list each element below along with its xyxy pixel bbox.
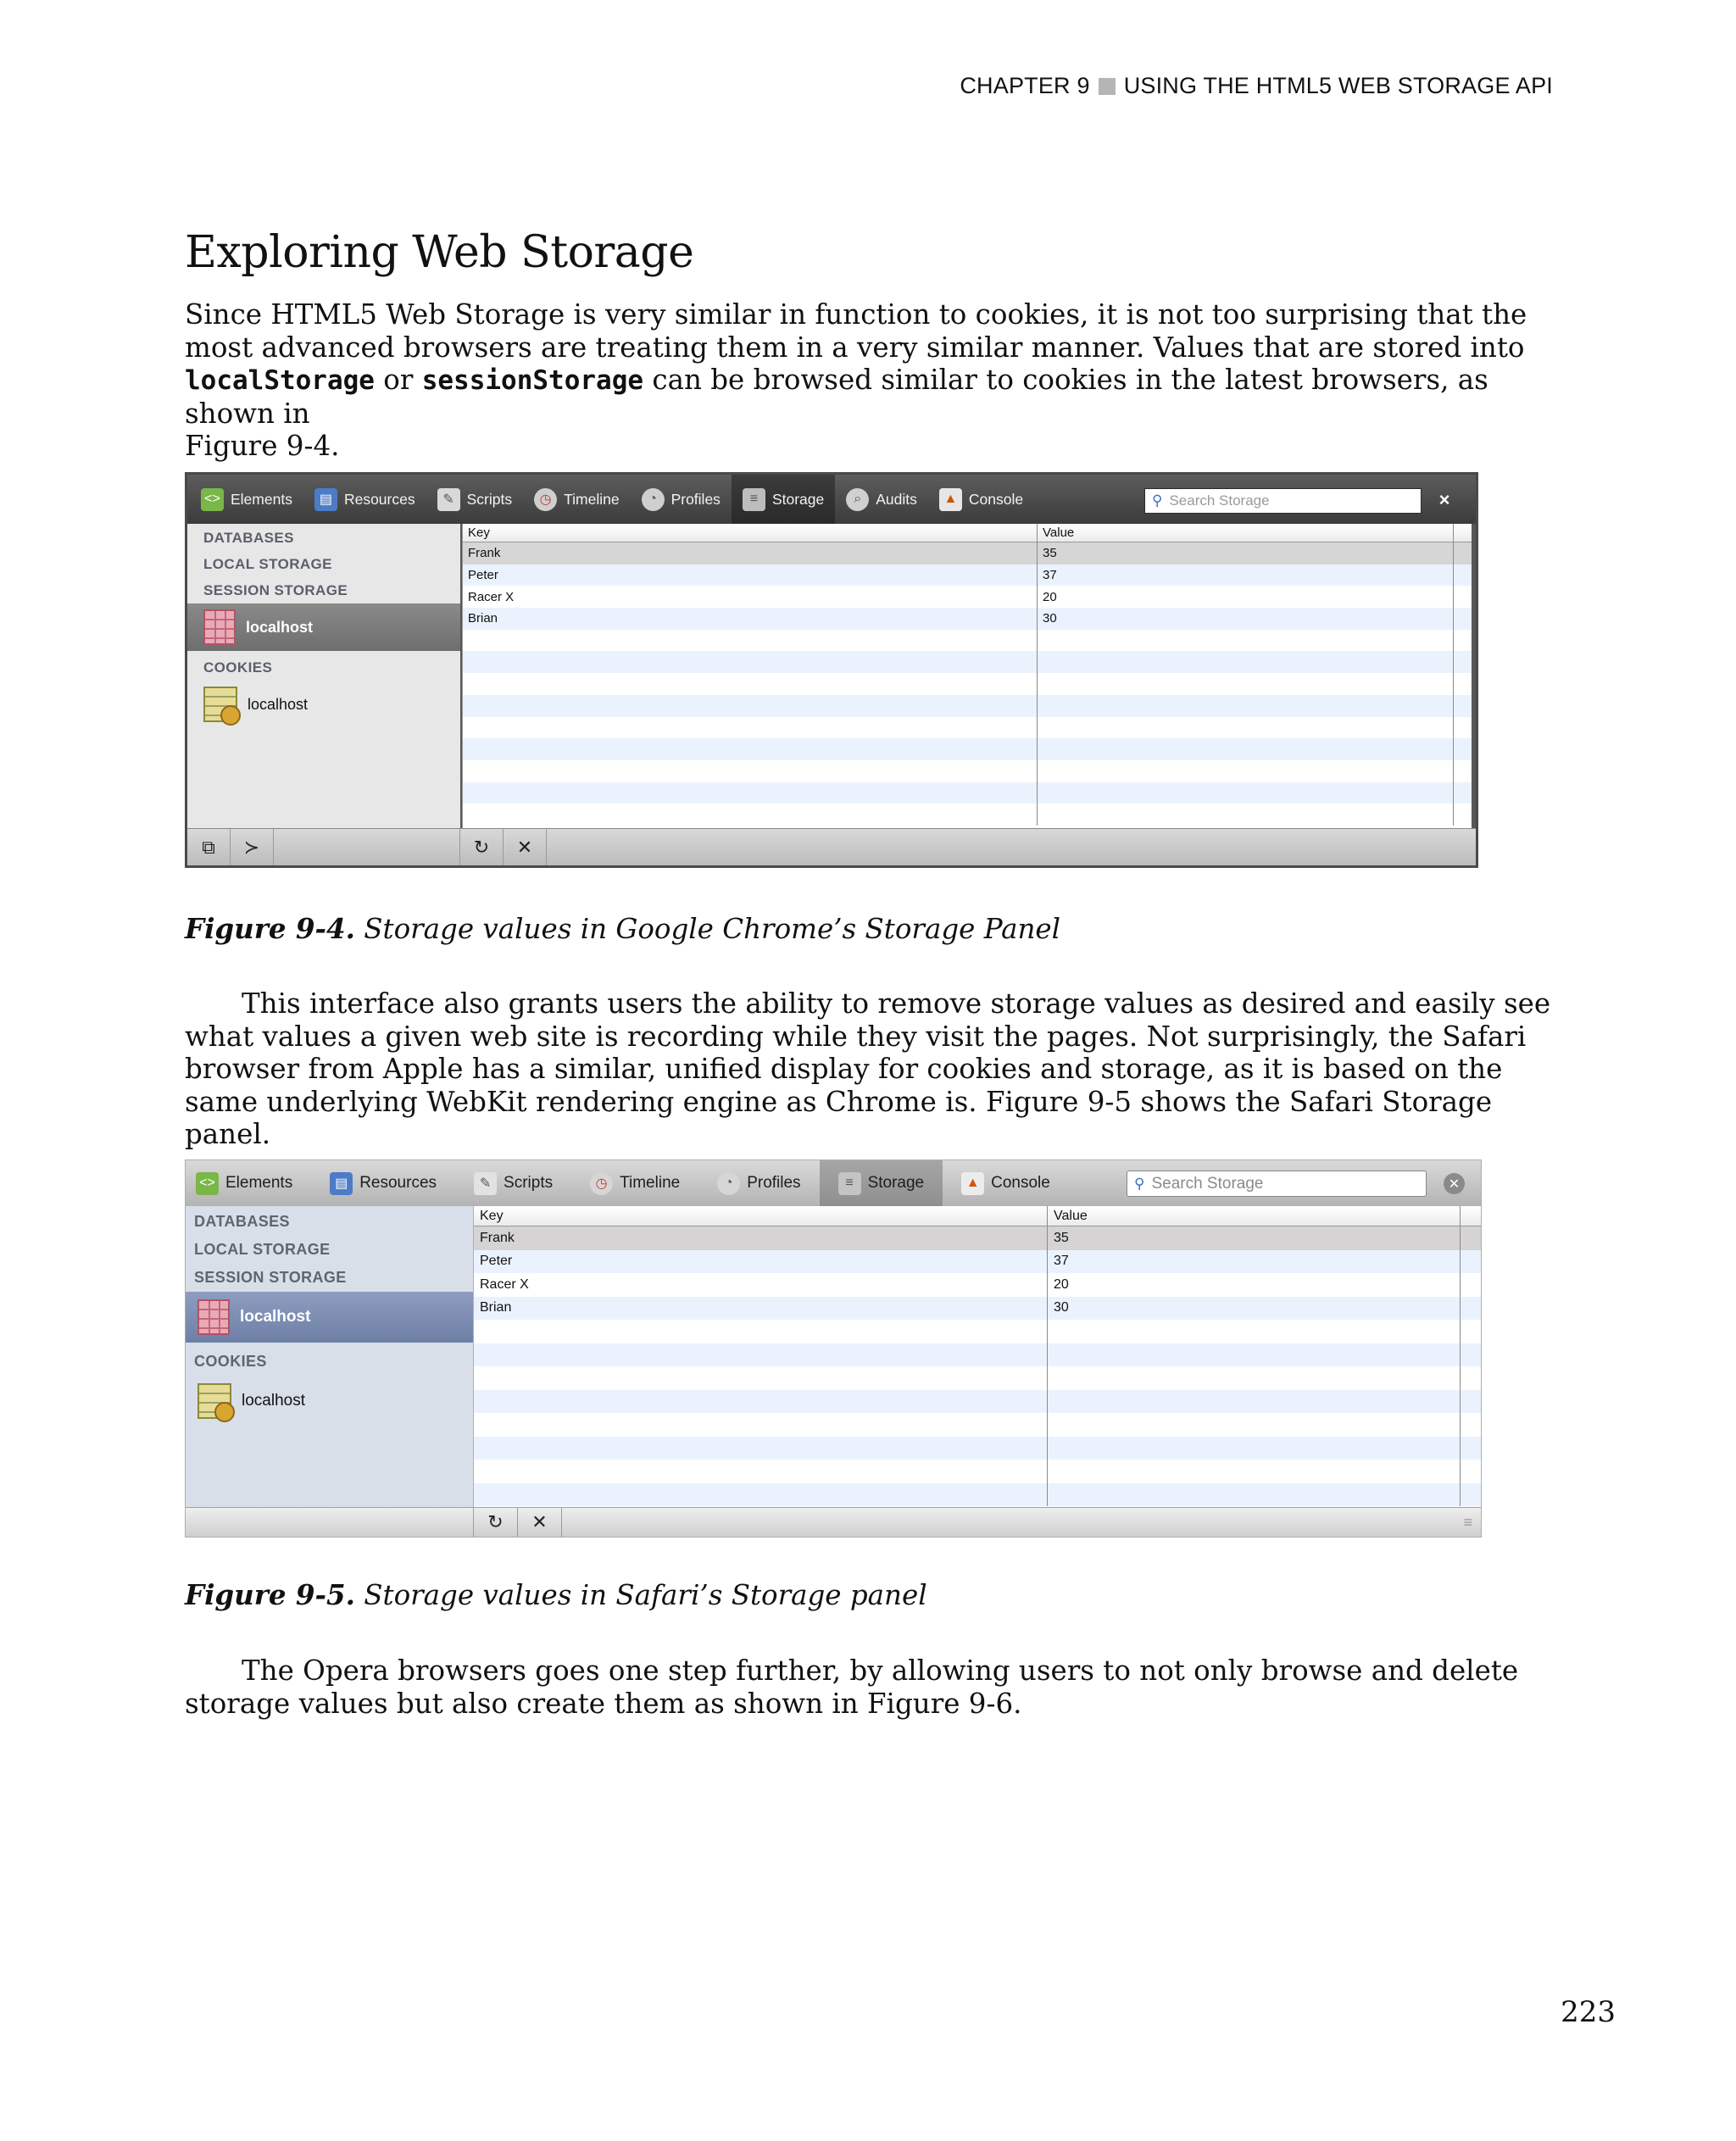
empty-row — [463, 760, 1472, 782]
sidebar-section-local-storage[interactable]: LOCAL STORAGE — [203, 556, 332, 572]
tab-profiles-label: Profiles — [747, 1174, 801, 1192]
tab-timeline-label: Timeline — [620, 1174, 681, 1192]
caption-label: Figure 9-4. — [185, 912, 355, 945]
status-bar — [186, 1507, 1481, 1537]
search-input[interactable] — [1144, 488, 1422, 514]
paragraph-intro-body — [185, 298, 1551, 463]
delete-icon: ✕ — [531, 1511, 548, 1532]
close-icon: × — [1438, 489, 1450, 510]
caption-label: Figure 9-5. — [185, 1578, 355, 1611]
paragraph-safari — [185, 987, 1551, 1151]
empty-row — [463, 804, 1472, 826]
empty-row — [474, 1460, 1481, 1483]
empty-row — [463, 630, 1472, 652]
status-spacer — [186, 1508, 474, 1537]
cell-value: 20 — [1038, 586, 1454, 608]
table-row[interactable] — [463, 564, 1472, 587]
close-button[interactable] — [1444, 1173, 1465, 1194]
sidebar — [187, 524, 460, 828]
elements-icon: <> — [196, 1172, 219, 1195]
tab-audits-label: Audits — [876, 490, 917, 508]
figure-safari-storage-panel — [185, 1159, 1482, 1538]
dock-icon: ⧉ — [202, 836, 215, 858]
console-toggle-icon: ≻ — [243, 836, 260, 858]
column-header-value[interactable]: Value — [1048, 1206, 1461, 1226]
empty-row — [474, 1437, 1481, 1460]
timeline-icon: ◷ — [590, 1172, 613, 1195]
tab-storage[interactable] — [820, 1160, 943, 1206]
table-row[interactable] — [474, 1226, 1481, 1250]
refresh-icon: ↻ — [473, 836, 490, 858]
intro-text-3: can be browsed similar to cookies in the latest browsers, as shown in — [185, 364, 1488, 430]
console-toggle-button[interactable] — [231, 829, 274, 865]
running-head — [960, 73, 1553, 99]
audits-icon: ⌕ — [846, 488, 869, 511]
cell-value: 35 — [1038, 542, 1454, 564]
tab-scripts[interactable] — [426, 475, 523, 524]
timeline-icon: ◷ — [534, 488, 557, 511]
table-row[interactable] — [463, 542, 1472, 564]
figure-chrome-storage-panel — [185, 472, 1478, 868]
tab-elements-label: Elements — [231, 490, 292, 508]
intro-text-2: or — [374, 364, 422, 397]
tab-storage-label: Storage — [867, 1174, 925, 1192]
tab-console-label: Console — [991, 1174, 1050, 1192]
sidebar-item-cookie-localhost[interactable] — [186, 1376, 473, 1426]
code-sessionstorage: sessionStorage — [421, 365, 644, 397]
cell-key: Brian — [474, 1297, 1048, 1321]
close-icon: ✕ — [1448, 1176, 1461, 1192]
refresh-button[interactable] — [474, 1508, 518, 1537]
table-row[interactable] — [463, 586, 1472, 608]
tab-scripts[interactable] — [455, 1160, 571, 1206]
empty-row — [474, 1320, 1481, 1343]
refresh-icon: ↻ — [487, 1511, 504, 1532]
empty-row — [474, 1390, 1481, 1414]
sidebar-item-label: localhost — [248, 695, 309, 713]
tab-audits[interactable] — [835, 475, 928, 524]
storage-grid — [462, 524, 1472, 828]
resources-icon: ▤ — [314, 488, 337, 511]
delete-button[interactable] — [518, 1508, 562, 1537]
profiles-icon: ◔ — [642, 488, 665, 511]
sidebar-item-session-localhost[interactable] — [186, 1292, 473, 1343]
table-row[interactable] — [474, 1273, 1481, 1297]
caption-text: Storage values in Safari’s Storage panel — [354, 1579, 927, 1611]
running-head-chapter: CHAPTER 9 — [960, 73, 1090, 98]
table-row[interactable] — [474, 1297, 1481, 1321]
empty-row — [463, 673, 1472, 695]
sidebar-section-databases[interactable]: DATABASES — [203, 530, 294, 546]
cell-value: 37 — [1038, 564, 1454, 587]
close-button[interactable] — [1433, 489, 1455, 511]
running-head-separator — [1099, 78, 1116, 95]
caption-text: Storage values in Google Chrome’s Storage Panel — [354, 913, 1061, 945]
sidebar-section-local-storage[interactable]: LOCAL STORAGE — [194, 1241, 331, 1258]
dock-button[interactable] — [187, 829, 231, 865]
column-header-key[interactable]: Key — [474, 1206, 1048, 1226]
sidebar-item-label: localhost — [246, 618, 314, 636]
storage-icon: ≡ — [838, 1172, 861, 1195]
search-icon: ⚲ — [1134, 1175, 1145, 1192]
empty-row — [463, 717, 1472, 739]
scripts-icon: ✎ — [474, 1172, 497, 1195]
grid-body — [463, 542, 1472, 826]
tab-profiles[interactable] — [631, 475, 732, 524]
delete-button[interactable] — [504, 829, 547, 865]
resize-grip-icon[interactable]: ≡ — [1463, 1514, 1472, 1531]
cell-value: 30 — [1048, 1297, 1461, 1321]
sidebar-section-session-storage[interactable]: SESSION STORAGE — [203, 582, 348, 598]
tab-resources-label: Resources — [359, 1174, 437, 1192]
grid-header — [474, 1206, 1481, 1226]
cookie-icon — [203, 687, 237, 722]
cell-key: Peter — [474, 1250, 1048, 1274]
tab-profiles-label: Profiles — [670, 490, 721, 508]
grid-header — [463, 524, 1472, 542]
column-header-value[interactable]: Value — [1038, 524, 1454, 542]
status-spacer — [274, 829, 460, 865]
tab-resources[interactable] — [311, 1160, 455, 1206]
elements-icon: <> — [201, 488, 224, 511]
table-row[interactable] — [474, 1250, 1481, 1274]
empty-row — [474, 1366, 1481, 1390]
database-icon — [198, 1299, 230, 1335]
cell-key: Peter — [463, 564, 1038, 587]
cell-value: 20 — [1048, 1273, 1461, 1297]
resources-icon: ▤ — [330, 1172, 353, 1195]
cell-key: Racer X — [474, 1273, 1048, 1297]
sidebar-item-label: localhost — [242, 1392, 305, 1410]
cookie-icon — [198, 1383, 231, 1419]
paragraph-safari-body: This interface also grants users the ability to remove storage values as desired and easily see what values a given web site is recording while they visit the pages. Not surprisingly, the Safari browser from Apple has a similar, unified display for cookies and storage, as it is based on the same underlying WebKit rendering engine as Chrome is. Figure 9-5 shows the Safari Storage panel. — [185, 987, 1551, 1151]
cell-value: 35 — [1048, 1226, 1461, 1250]
cell-key: Brian — [463, 608, 1038, 630]
storage-icon: ≡ — [743, 488, 765, 511]
console-icon: ▲ — [961, 1172, 984, 1195]
cell-key: Racer X — [463, 586, 1038, 608]
profiles-icon: ◔ — [717, 1172, 740, 1195]
cell-key: Frank — [474, 1226, 1048, 1250]
page-number: 223 — [1561, 1995, 1616, 2029]
code-localstorage: localStorage — [185, 365, 375, 397]
search-placeholder: Search Storage — [1151, 1174, 1264, 1193]
empty-row — [463, 738, 1472, 760]
column-header-key[interactable]: Key — [463, 524, 1038, 542]
section-title: Exploring Web Storage — [185, 227, 694, 278]
paragraph-opera-body: The Opera browsers goes one step further, by allowing users to not only browse and delete storage values but also create them as shown in Figure 9-6. — [185, 1654, 1519, 1720]
tab-timeline[interactable] — [523, 475, 630, 524]
empty-row — [474, 1343, 1481, 1367]
tab-elements[interactable] — [187, 475, 303, 524]
sidebar-section-session-storage[interactable]: SESSION STORAGE — [194, 1269, 347, 1286]
sidebar-item-label: localhost — [240, 1308, 311, 1326]
console-icon: ▲ — [939, 488, 962, 511]
tab-console[interactable] — [943, 1160, 1069, 1206]
intro-text-4: Figure 9-4. — [185, 430, 340, 463]
figure-caption-9-5 — [185, 1578, 927, 1611]
sidebar — [186, 1206, 474, 1509]
table-row[interactable] — [463, 608, 1472, 630]
database-icon — [203, 609, 236, 645]
tab-console-label: Console — [968, 490, 1024, 508]
intro-text-1: Since HTML5 Web Storage is very similar in function to cookies, it is not too surprising that the most advanced browsers are treating them in a very similar manner. Values that are stored into — [185, 298, 1527, 364]
sidebar-section-cookies[interactable]: COOKIES — [194, 1353, 267, 1370]
sidebar-item-cookie-localhost[interactable] — [187, 681, 460, 728]
tab-scripts-label: Scripts — [504, 1174, 554, 1192]
search-placeholder: Search Storage — [1169, 492, 1270, 509]
delete-icon: ✕ — [516, 836, 533, 858]
empty-row — [463, 651, 1472, 673]
cell-value: 30 — [1038, 608, 1454, 630]
cell-value: 37 — [1048, 1250, 1461, 1274]
storage-grid — [474, 1206, 1481, 1509]
paragraph-intro — [185, 298, 1551, 463]
empty-row — [474, 1483, 1481, 1507]
search-icon: ⚲ — [1152, 492, 1163, 509]
tab-storage-label: Storage — [771, 490, 825, 508]
tab-resources[interactable] — [303, 475, 426, 524]
empty-row — [474, 1413, 1481, 1437]
tab-console[interactable] — [928, 475, 1034, 524]
search-input[interactable] — [1127, 1171, 1427, 1197]
tab-timeline[interactable] — [571, 1160, 698, 1206]
status-bar — [187, 828, 1476, 865]
sidebar-item-session-localhost[interactable] — [187, 603, 460, 651]
scripts-icon: ✎ — [437, 488, 460, 511]
tab-scripts-label: Scripts — [466, 490, 513, 508]
tab-elements-label: Elements — [225, 1174, 293, 1192]
empty-row — [463, 695, 1472, 717]
tab-resources-label: Resources — [343, 490, 415, 508]
grid-body — [474, 1226, 1481, 1506]
sidebar-section-databases[interactable]: DATABASES — [194, 1213, 290, 1230]
running-head-title: USING THE HTML5 WEB STORAGE API — [1123, 73, 1553, 98]
tab-profiles[interactable] — [698, 1160, 819, 1206]
empty-row — [463, 782, 1472, 804]
sidebar-section-cookies[interactable]: COOKIES — [203, 659, 273, 676]
figure-caption-9-4 — [185, 912, 1060, 945]
tab-timeline-label: Timeline — [564, 490, 620, 508]
cell-key: Frank — [463, 542, 1038, 564]
paragraph-opera — [185, 1654, 1551, 1720]
refresh-button[interactable] — [460, 829, 504, 865]
tab-elements[interactable] — [186, 1160, 311, 1206]
tab-storage[interactable] — [732, 475, 835, 524]
